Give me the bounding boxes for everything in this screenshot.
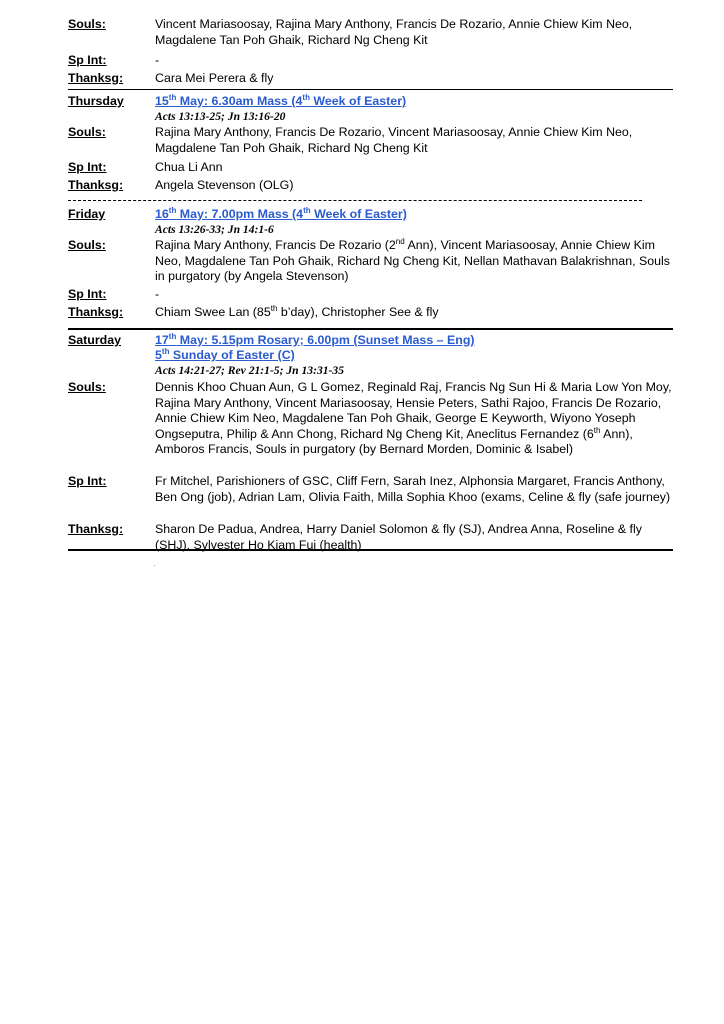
- mass-heading[interactable]: 15th May: 6.30am Mass (4th Week of Easter): [155, 92, 407, 108]
- spint-value: -: [155, 53, 160, 67]
- thanksg-label: Thanksg:: [68, 178, 124, 192]
- mass-heading[interactable]: 17th May: 5.15pm Rosary; 6.00pm (Sunset Mass – Eng): [155, 331, 475, 347]
- spint-label: Sp Int:: [68, 474, 107, 488]
- spint-label: Sp Int:: [68, 287, 107, 301]
- divider: [68, 549, 673, 551]
- divider: [68, 89, 673, 90]
- readings: Acts 14:21-27; Rev 21:1-5; Jn 13:31-35: [155, 364, 345, 377]
- dashed-divider: [68, 200, 642, 201]
- thanksg-label: Thanksg:: [68, 71, 124, 85]
- day-label: Friday: [68, 207, 106, 221]
- stray-mark: [154, 565, 155, 566]
- thanksg-label: Thanksg:: [68, 305, 124, 319]
- day-label: Thursday: [68, 94, 124, 108]
- spint-label: Sp Int:: [68, 53, 107, 67]
- spint-label: Sp Int:: [68, 160, 107, 174]
- sunday-heading[interactable]: 5th Sunday of Easter (C): [155, 346, 295, 362]
- mass-heading[interactable]: 16th May: 7.00pm Mass (4th Week of Easter): [155, 205, 407, 221]
- readings: Acts 13:26-33; Jn 14:1-6: [155, 223, 274, 236]
- spint-value: -: [155, 287, 160, 301]
- thanksg-value: Sharon De Padua, Andrea, Harry Daniel Solomon & fly (SJ), Andrea Anna, Roseline & fly (SHJ), Sylvester Ho Kiam Fui (health): [155, 522, 642, 552]
- souls-label: Souls:: [68, 380, 106, 394]
- thanksg-value: Angela Stevenson (OLG): [155, 178, 294, 192]
- day-label: Saturday: [68, 333, 122, 347]
- readings: Acts 13:13-25; Jn 13:16-20: [155, 110, 286, 123]
- thanksg-value: Chiam Swee Lan (85th b’day), Christopher See & fly: [155, 303, 439, 319]
- spint-value: Chua Li Ann: [155, 160, 223, 174]
- souls-names: Rajina Mary Anthony, Francis De Rozario, Vincent Mariasoosay, Annie Chiew Kim Neo, Magdalene Tan Poh Ghaik, Richard Ng Cheng Kit: [155, 125, 633, 155]
- spint-value: Fr Mitchel, Parishioners of GSC, Cliff Fern, Sarah Inez, Alphonsia Margaret, Francis Anthony, Ben Ong (job), Adrian Lam, Olivia Faith, Milla Sophia Khoo (exams, Celine & fly (safe journey): [155, 474, 671, 504]
- souls-names: Dennis Khoo Chuan Aun, G L Gomez, Reginald Raj, Francis Ng Sun Hi & Maria Low Yon Moy, Rajina Mary Anthony, Vincent Mariasoosay, Hensie Peters, Sathi Rajoo, Francis De Rozario, Annie Chiew Kim Neo, Magdalene Tan Poh Ghaik, George E Keyworth, Wiyono Yoseph Ongseputra, Philip & Ann Chong, Richard Ng Cheng Kit, Aneclitus Fernandez (6th Ann), Amboros Francis, Souls in purgatory (by Bernard Morden, Dominic & Isabel): [155, 380, 672, 456]
- divider: [68, 328, 673, 330]
- souls-label: Souls:: [68, 125, 106, 139]
- souls-names: Rajina Mary Anthony, Francis De Rozario (2nd Ann), Vincent Mariasoosay, Annie Chiew Kim Neo, Magdalene Tan Poh Ghaik, Richard Ng Cheng Kit, Nellan Mathavan Balakrishnan, Souls in purgatory (by Angela Stevenson): [155, 236, 670, 283]
- souls-names: Vincent Mariasoosay, Rajina Mary Anthony, Francis De Rozario, Annie Chiew Kim Neo, Magdalene Tan Poh Ghaik, Richard Ng Cheng Kit: [155, 17, 633, 47]
- souls-label: Souls:: [68, 238, 106, 252]
- souls-label: Souls:: [68, 17, 106, 31]
- thanksg-label: Thanksg:: [68, 522, 124, 536]
- thanksg-value: Cara Mei Perera & fly: [155, 71, 274, 85]
